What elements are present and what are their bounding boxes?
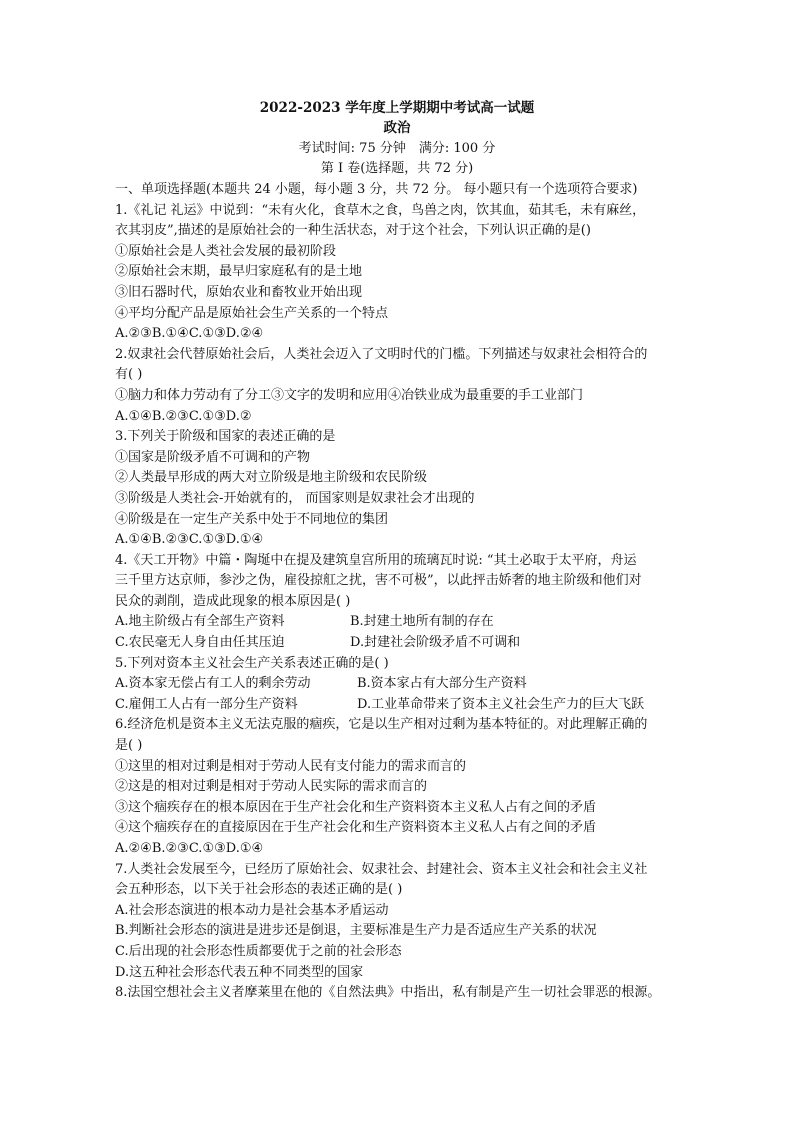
question-stem: 民众的剥削，造成此现象的根本原因是( ) (115, 593, 351, 609)
question-stem: 3.下列关于阶级和国家的表述正确的是 (115, 429, 336, 445)
option-c: C.雇佣工人占有一部分生产资料 (115, 696, 298, 712)
option-row (115, 612, 685, 633)
option-c: C.农民毫无人身自由任其压迫 (115, 635, 285, 651)
question-3 (115, 427, 685, 551)
statement: ②人类最早形成的两大对立阶级是地主阶级和农民阶级 (115, 470, 428, 486)
option-a: A.资本家无偿占有工人的剩余劳动 (115, 676, 311, 692)
question-2 (115, 345, 685, 427)
answer-options: A.①④B.②③C.①③D.② (115, 408, 252, 424)
statement: ③这个痼疾存在的根本原因在于生产社会化和生产资料资本主义私人占有之间的矛盾 (115, 799, 597, 815)
exam-subject: 政治 (383, 120, 411, 136)
statement: ①国家是阶级矛盾不可调和的产物 (115, 449, 311, 465)
statement: ②这是的相对过剩是相对于劳动人民实际的需求而言的 (115, 779, 428, 795)
question-stem: 是( ) (115, 738, 143, 754)
option-b: B.判断社会形态的演进是进步还是倒退，主要标准是生产力是否适应生产关系的状况 (115, 923, 597, 939)
question-6 (115, 715, 685, 859)
option-d: D.封建社会阶级矛盾不可调和 (350, 635, 521, 651)
option-b: B.封建土地所有制的存在 (350, 614, 494, 630)
question-stem: 5.下列对资本主义社会生产关系表述正确的是( ) (115, 655, 389, 671)
question-stem: 2.奴隶社会代替原始社会后，人类社会迈入了文明时代的门槛。下列描述与奴隶社会相符合的 (115, 346, 648, 362)
question-8 (115, 983, 685, 1004)
answer-options: A.②③B.①④C.①③D.②④ (115, 326, 264, 342)
question-stem: 7.人类社会发展至今，已经历了原始社会、奴隶社会、封建社会、资本主义社会和社会主义社 (115, 861, 648, 877)
question-stem: 衣其羽皮”,描述的是原始社会的一种生活状态，对于这个社会，下列认识正确的是() (115, 223, 591, 239)
question-stem: 4.《天工开物》中篇・陶埏中在提及建筑皇宫所用的琉璃瓦时说: “其土必取于太平府，舟运 (115, 552, 637, 568)
option-b: B.资本家占有大部分生产资料 (357, 676, 527, 692)
statement: ④平均分配产品是原始社会生产关系的一个特点 (115, 305, 389, 321)
option-row (115, 674, 685, 695)
exam-body (115, 180, 685, 1004)
question-stem: 1.《礼记 礼运》中说到：“未有火化，食草木之食，鸟兽之肉，饮其血，茹其毛，未有麻丝， (115, 202, 646, 218)
answer-options: A.②④B.②③C.①③D.①④ (115, 841, 264, 856)
question-5 (115, 654, 685, 716)
exam-part-label: 第 I 卷(选择题，共 72 分) (320, 161, 474, 176)
statement: ③阶级是人类社会-开始就有的， 而国家则是奴隶社会才出现的 (115, 490, 475, 506)
question-7 (115, 860, 685, 984)
question-4 (115, 551, 685, 654)
option-d: D.这五种社会形态代表五种不同类型的国家 (115, 964, 364, 980)
exam-info: 考试时间: 75 分钟 满分: 100 分 (298, 141, 496, 156)
question-stem: 三千里方达京师，参沙之伪，雇役掠舡之扰，害不可极”，以此抨击娇奢的地主阶级和他们对 (115, 573, 642, 589)
question-stem: 6.经济危机是资本主义无法克服的痼疾，它是以生产相对过剩为基本特征的。对此理解正确的 (115, 717, 648, 733)
section-heading: 一、单项选择题(本题共 24 小题，每小题 3 分，共 72 分。 每小题只有一个选项符合要求) (115, 182, 638, 197)
statement: ④阶级是在一定生产关系中处于不同地位的集团 (115, 511, 389, 527)
statement: ①这里的相对过剩是相对于劳动人民有支付能力的需求而言的 (115, 758, 467, 774)
question-stem: 会五种形态，以下关于社会形态的表述正确的是( ) (115, 882, 403, 898)
statement: ②原始社会末期，最早归家庭私有的是土地 (115, 264, 363, 280)
question-stem: 8.法国空想社会主义者摩莱里在他的《自然法典》中指出，私有制是产生一切社会罪恶的根源。 (115, 985, 661, 1001)
statement: ①脑力和体力劳动有了分工③文字的发明和应用④冶铁业成为最重要的手工业部门 (115, 387, 584, 403)
statement: ①原始社会是人类社会发展的最初阶段 (115, 243, 337, 259)
exam-title: 2022-2023 学年度上学期期中考试高一试题 (259, 100, 535, 116)
option-c: C.后出现的社会形态性质都要优于之前的社会形态 (115, 943, 402, 959)
option-a: A.地主阶级占有全部生产资料 (115, 614, 285, 630)
option-row (115, 633, 685, 654)
question-stem: 有( ) (115, 367, 143, 383)
answer-options: A.①④B.②③C.①③D.①④ (115, 532, 264, 548)
statement: ④这个痼疾存在的直接原因在于生产社会化和生产资料资本主义私人占有之间的矛盾 (115, 820, 597, 836)
option-d: D.工业革命带来了资本主义社会生产力的巨大飞跃 (357, 696, 645, 712)
option-row (115, 695, 685, 716)
option-a: A.社会形态演进的根本动力是社会基本矛盾运动 (115, 902, 389, 918)
statement: ③旧石器时代，原始农业和畜牧业开始出现 (115, 284, 363, 300)
question-1 (115, 201, 685, 345)
